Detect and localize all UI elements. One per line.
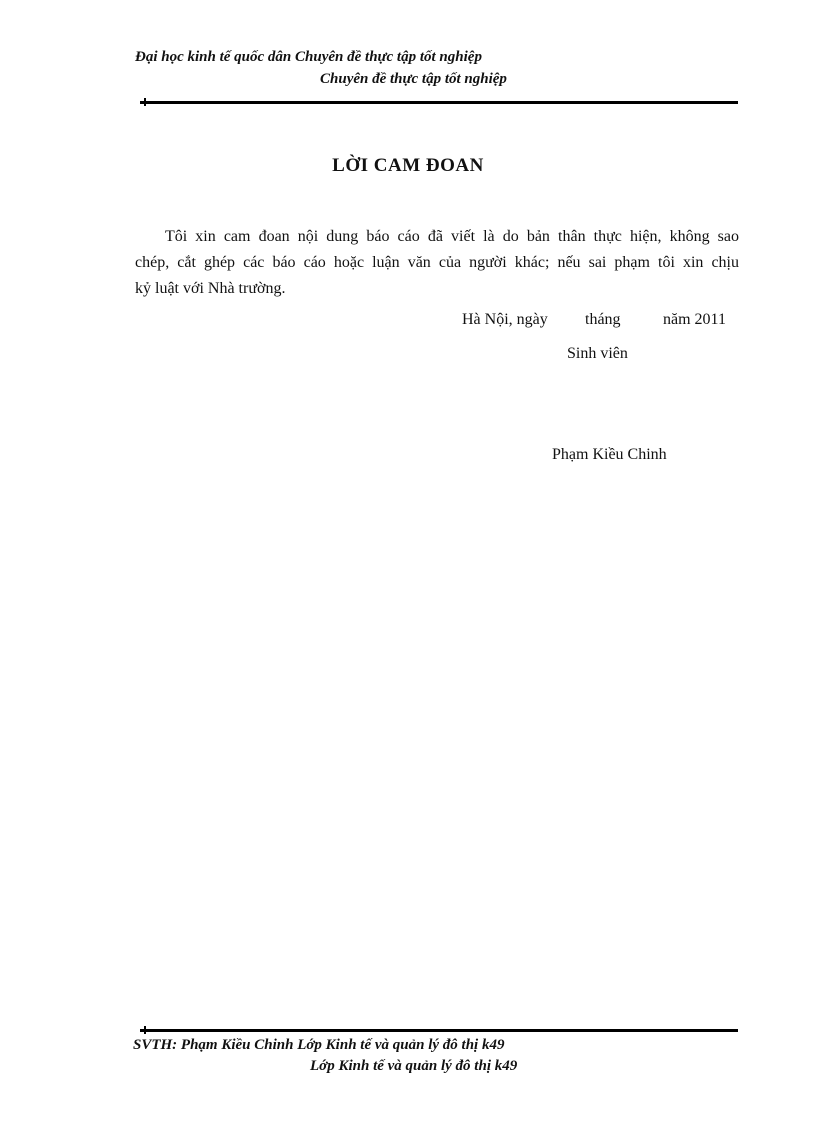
declaration-paragraph (135, 224, 739, 302)
signer-name: Phạm Kiều Chinh (552, 446, 667, 463)
footer-rule-marker (144, 1026, 146, 1034)
date-place-day: Hà Nội, ngày (462, 311, 548, 328)
footer-rule (140, 1029, 738, 1032)
paragraph-line-2: chép, cắt ghép các báo cáo hoặc luận văn của người khác; nếu sai phạm tôi xin chịu (135, 254, 739, 271)
date-month: tháng (585, 311, 621, 328)
header-rule-marker (144, 98, 146, 106)
footer-line-2: Lớp Kinh tế và quản lý đô thị k49 (310, 1058, 518, 1074)
page-title: LỜI CAM ĐOAN (332, 155, 484, 176)
header-line-1: Đại học kinh tế quốc dân Chuyên đề thực tập tốt nghiệp (135, 49, 482, 65)
paragraph-line-3: kỷ luật với Nhà trường. (135, 280, 286, 297)
header-line-2: Chuyên đề thực tập tốt nghiệp (320, 71, 507, 87)
date-year: năm 2011 (663, 311, 726, 328)
header-rule (140, 101, 738, 104)
footer-line-1: SVTH: Phạm Kiều Chinh Lớp Kinh tế và quản lý đô thị k49 (133, 1037, 505, 1053)
signer-role: Sinh viên (567, 345, 628, 362)
paragraph-line-1: Tôi xin cam đoan nội dung báo cáo đã viết là do bản thân thực hiện, không sao (165, 228, 739, 245)
